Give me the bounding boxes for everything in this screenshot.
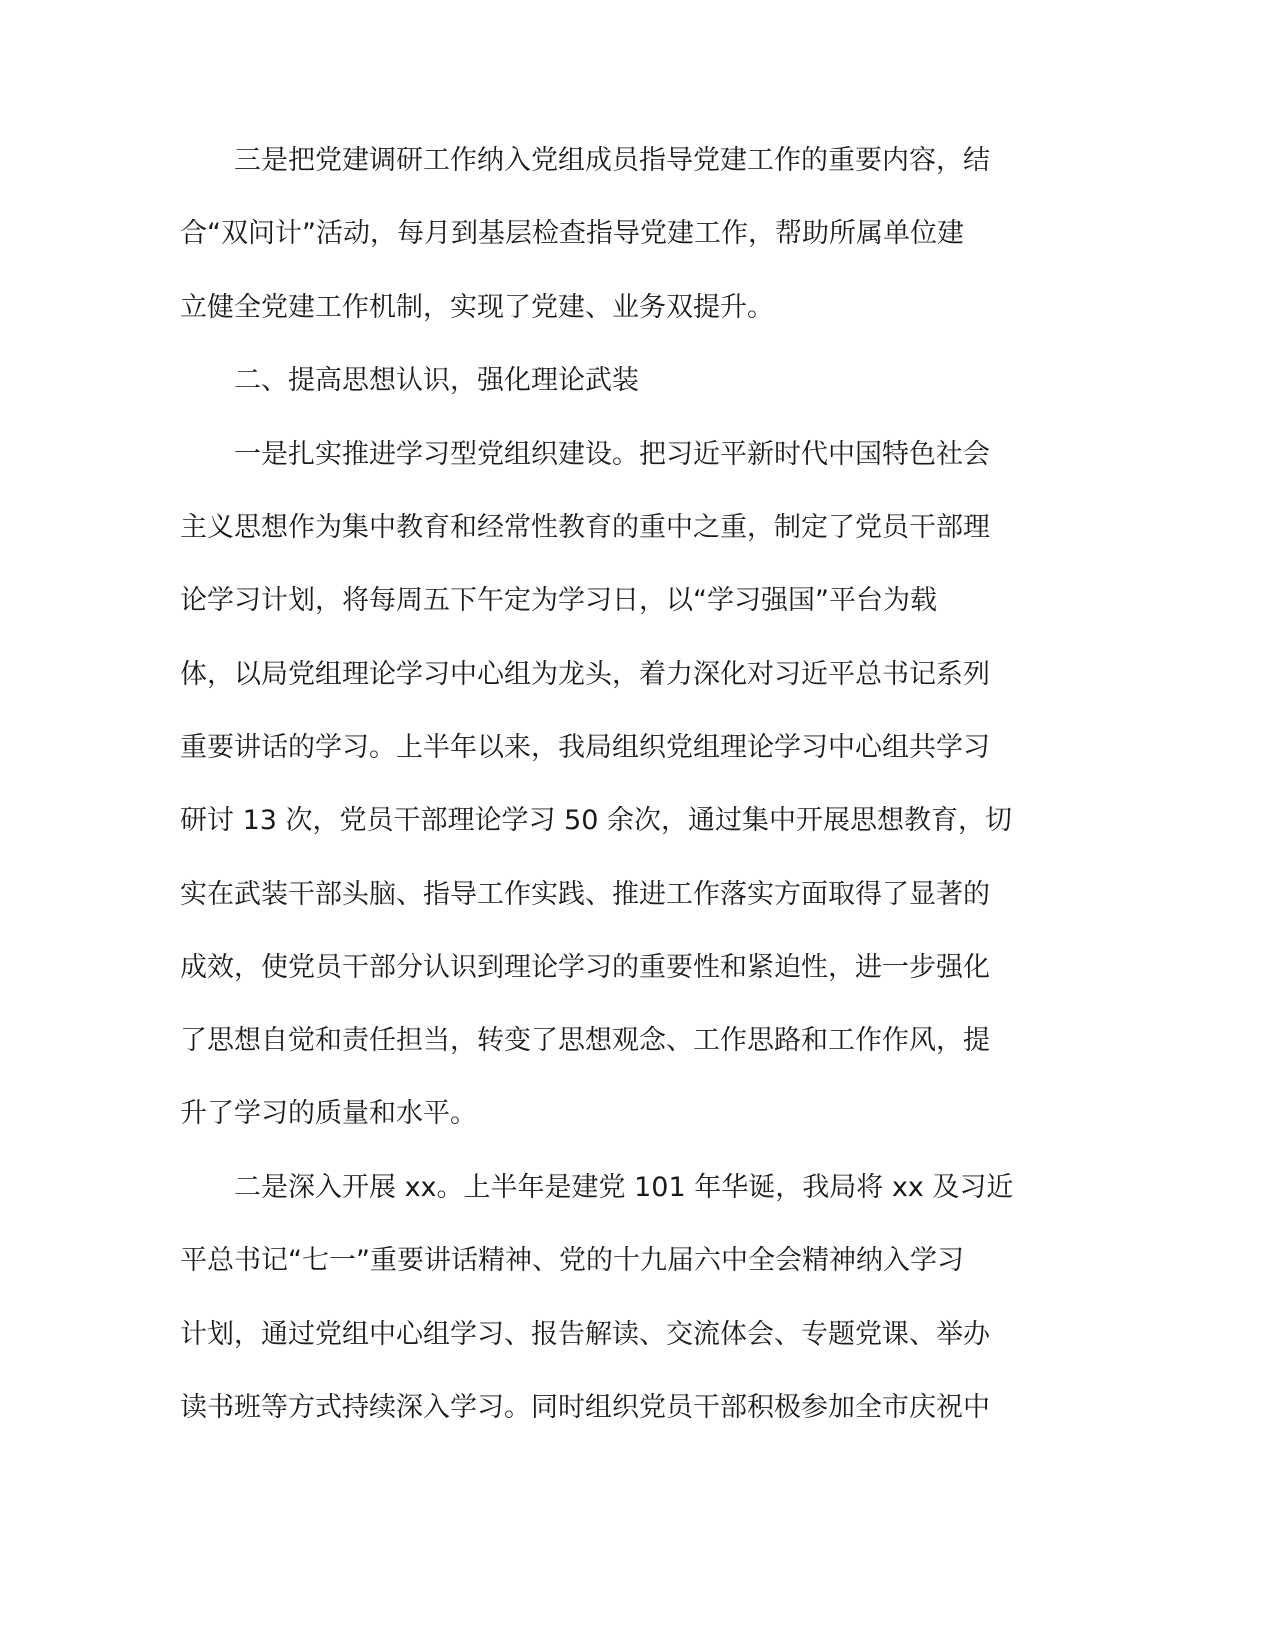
paragraph-line: 二是深入开展 xx。上半年是建党 101 年华诞，我局将 xx 及习近 (234, 1172, 1014, 1203)
paragraph-line: 成效，使党员干部分认识到理论学习的重要性和紧迫性，进一步强化 (180, 952, 990, 983)
paragraph-line: 论学习计划，将每周五下午定为学习日，以“学习强国”平台为载 (180, 585, 937, 616)
paragraph-line: 重要讲话的学习。上半年以来，我局组织党组理论学习中心组共学习 (180, 732, 990, 763)
paragraph-line: 研讨 13 次，党员干部理论学习 50 余次，通过集中开展思想教育，切 (180, 805, 1013, 836)
paragraph-line: 计划，通过党组中心组学习、报告解读、交流体会、专题党课、举办 (180, 1319, 990, 1350)
paragraph-line: 三是把党建调研工作纳入党组成员指导党建工作的重要内容，结 (234, 145, 990, 176)
paragraph-line: 读书班等方式持续深入学习。同时组织党员干部积极参加全市庆祝中 (180, 1392, 990, 1423)
paragraph-line: 实在武装干部头脑、指导工作实践、推进工作落实方面取得了显著的 (180, 879, 990, 910)
section-heading: 二、提高思想认识，强化理论武装 (234, 365, 639, 396)
paragraph-line: 升了学习的质量和水平。 (180, 1098, 477, 1129)
paragraph-line: 体，以局党组理论学习中心组为龙头，着力深化对习近平总书记系列 (180, 659, 990, 690)
paragraph-line: 立健全党建工作机制，实现了党建、业务双提升。 (180, 292, 774, 323)
paragraph-line: 合“双问计”活动，每月到基层检查指导党建工作，帮助所属单位建 (180, 218, 964, 249)
paragraph-line: 了思想自觉和责任担当，转变了思想观念、工作思路和工作作风，提 (180, 1025, 990, 1056)
paragraph-line: 平总书记“七一”重要讲话精神、党的十九届六中全会精神纳入学习 (180, 1245, 964, 1276)
paragraph-line: 一是扎实推进学习型党组织建设。把习近平新时代中国特色社会 (234, 439, 990, 470)
paragraph-line: 主义思想作为集中教育和经常性教育的重中之重，制定了党员干部理 (180, 512, 990, 543)
